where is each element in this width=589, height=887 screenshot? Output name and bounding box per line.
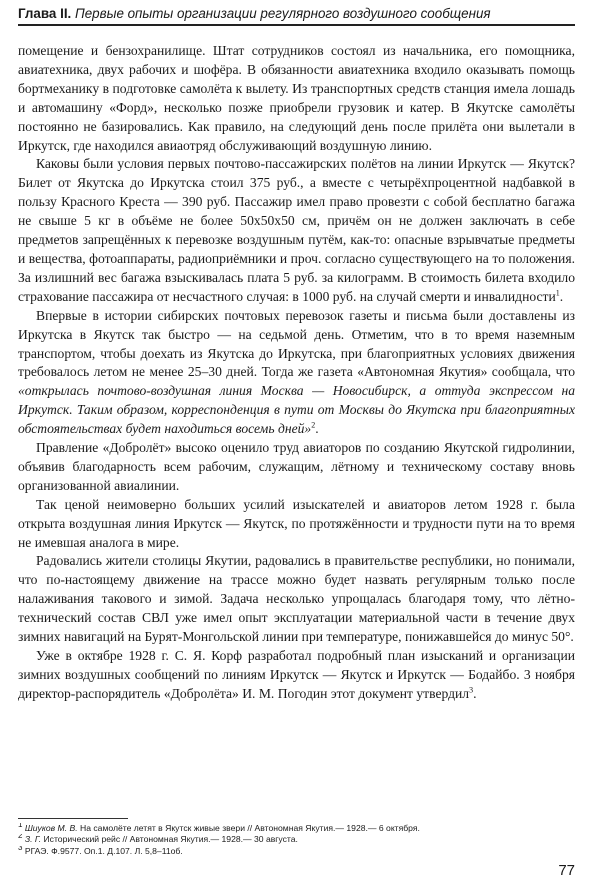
- body-text: [18, 42, 575, 704]
- footnote-ref[interactable]: 3: [469, 685, 474, 695]
- running-header: [18, 6, 575, 26]
- footnote: $^2$ З. Г. Исторический рейс // Автономная Якутия.— 1928.— 30 августа.: [18, 834, 298, 845]
- footnotes: [18, 818, 575, 857]
- footnote: $^3$ РГАЭ. Ф.9577. Оп.1. Д.107. Л. 5,8–11об.: [18, 845, 183, 856]
- paragraph: Каковы были условия первых почтово-пассажирских полётов на линии Иркутск — Якутск? Билет от Якутска до Иркутска стоил 375 руб., а вместе с четырёхпроцентной надбавкой в пользу Красного Креста — 390 руб. Пассажир имел право провезти с собой бесплатно багажа не свыше 5 кг в объёме не более 50х50х50 см, причём он не должен заключать в себе предметов запрещённых к перевозке воздушным путём, как-то: опасные взрывчатые предметы и вещества, фотоаппараты, радиоприёмники и проч. согласно существующего на то положения. За излишний вес багажа взыскивалась плата 5 руб. за килограмм. В стоимость билета входило страхование пассажира от несчастного случая: в 1000 руб. на случай смерти и инвалидности$^1$.: [18, 156, 575, 304]
- page-number: 77: [558, 862, 575, 879]
- footnote-ref[interactable]: 1: [555, 288, 560, 298]
- paragraph: Впервые в истории сибирских почтовых перевозок газеты и письма были доставлены из Иркутска в Якутск так быстро — на седьмой день. Отметим, что в то время наземным транспортом, чтобы доехать из Якутска до Иркутска, при благоприятных условиях движения требовалось летом не менее 25–30 дней. Тогда же газета «Автономная Якутия» сообщала, что «открылась почтово-воздушная линия Москва — Новосибирск, а оттуда экспрессом на Иркутск. Таким образом, корреспонденция в пути от Москвы до Якутска при благоприятных обстоятельствах будет находиться восемь дней»$^2$.: [18, 307, 575, 437]
- footnote: $^1$ Шиуков М. В. На самолёте летят в Якутск живые звери // Автономная Якутия.— 1928.— 6 октября.: [18, 823, 420, 833]
- footnote-divider: [18, 818, 128, 819]
- footnote-ref[interactable]: 2: [311, 420, 316, 430]
- paragraph: Правление «Добролёт» высоко оценило труд авиаторов по созданию Якутской гидролинии, объявив благодарность всем рабочим, служащим, лётному и техническому составу вновь организованной авиалинии.: [18, 440, 575, 493]
- quote: «открылась почтово-воздушная линия Москва — Новосибирск, а оттуда экспрессом на Иркутск. Таким образом, корреспонденция в пути от Москвы до Якутска при благоприятных обстоятельствах будет находиться восемь дней»: [18, 383, 575, 437]
- paragraph: Уже в октябре 1928 г. С. Я. Корф разработал подробный план изысканий и организации зимних воздушных сообщений по линиям Иркутск — Якутск и Иркутск — Бодайбо. 3 ноября директор-распорядитель «Добролёта» И. М. Погодин этот документ утвердил$^3$.: [18, 648, 575, 701]
- chapter-title: Первые опыты организации регулярного воздушного сообщения: [75, 6, 491, 21]
- paragraph: помещение и бензохранилище. Штат сотрудников состоял из начальника, его помощника, авиатехника, двух рабочих и шофёра. В обязанности авиатехника входило оказывать помощь бортмеханику в подготовке самолёта к вылету. Из транспортных средств станция имела лошадь и автомашину «Форд», несколько позже приобрели грузовик и катер. В Якутске самолёты постоянно не базировались. Как правило, на следующий день после прилёта они вылетали в Иркутск, где находился авиаотряд обслуживающий воздушную линию.: [18, 43, 575, 153]
- chapter-label: Глава II.: [18, 6, 72, 21]
- paragraph: Радовались жители столицы Якутии, радовались в правительстве республики, но понимали, что по-настоящему движение на трассе можно будет назвать регулярным только после налаживания такового и зимой. Задача несколько упрощалась благодаря тому, что лётно-технический состав СВЛ уже имел опыт эксплуатации материальной части в течение двух зимних навигаций на Бурят-Монгольской линии при температуре, понижавшейся до минус 50°.: [18, 553, 575, 645]
- paragraph: Так ценой неимоверно больших усилий изыскателей и авиаторов летом 1928 г. была открыта воздушная линия Иркутск — Якутск, по протяжённости и трудности пути на то время не имевшая аналога в мире.: [18, 496, 575, 550]
